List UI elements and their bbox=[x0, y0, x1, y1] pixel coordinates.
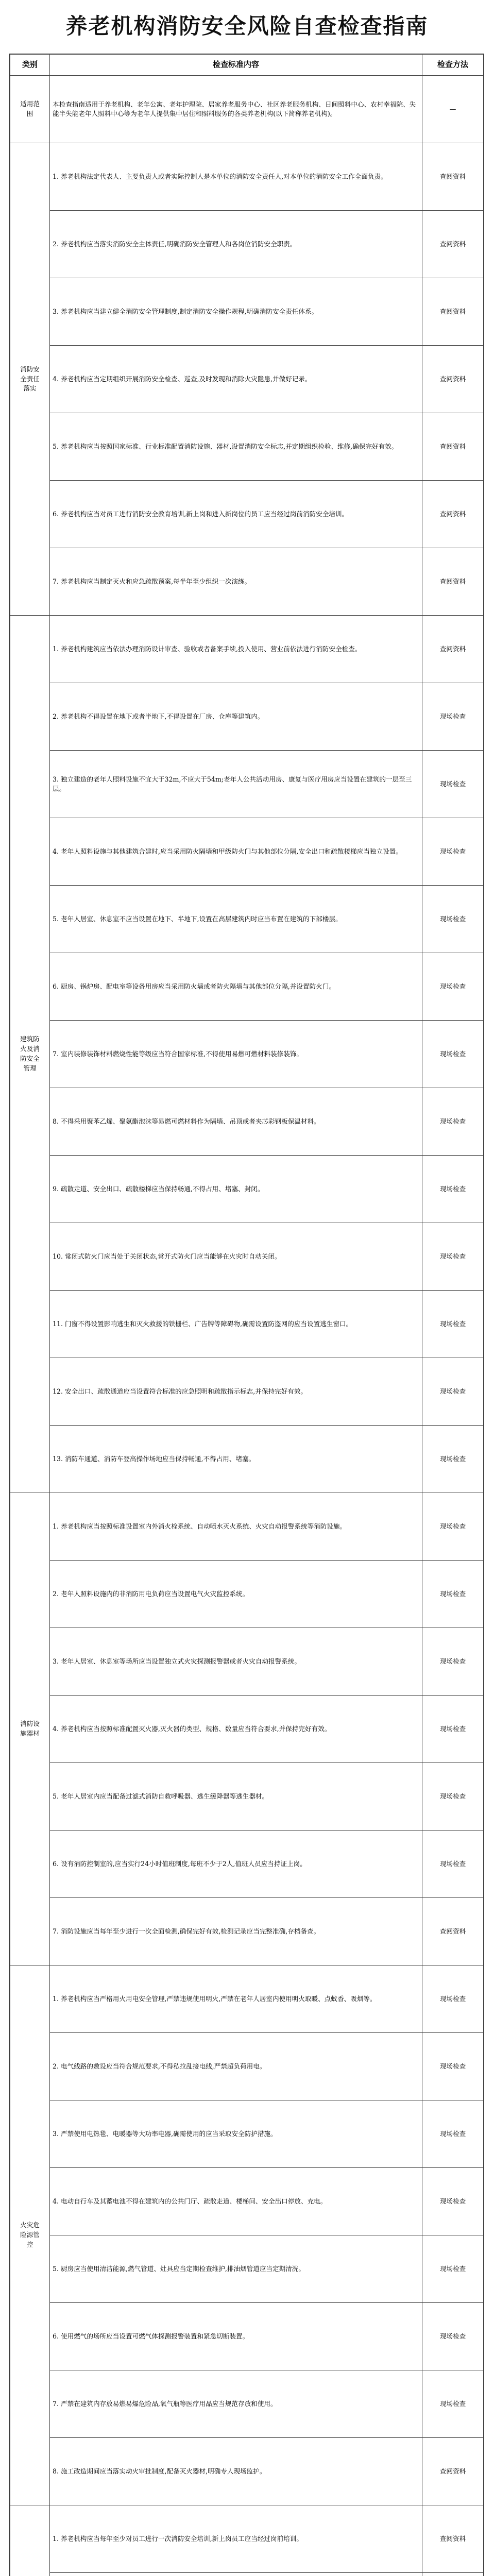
category-cell bbox=[10, 616, 50, 1493]
check-method-text: 现场检查 bbox=[422, 1696, 484, 1763]
check-method-text: 现场检查 bbox=[422, 2303, 484, 2370]
check-method-text: 现场检查 bbox=[422, 886, 484, 953]
check-item-text: 6. 使用燃气的场所应当设置可燃气体探测报警装置和紧急切断装置。 bbox=[50, 2303, 422, 2370]
check-method-text: 现场检查 bbox=[422, 2168, 484, 2235]
check-method-text: 现场检查 bbox=[422, 1965, 484, 2033]
table-row bbox=[10, 278, 484, 346]
check-method-text: — bbox=[422, 76, 484, 143]
check-method-text bbox=[422, 2573, 484, 2576]
check-method-text: 现场检查 bbox=[422, 2370, 484, 2438]
check-item-text: 3. 老年人居室、休息室等场所应当设置独立式火灾探测报警器或者火灾自动报警系统。 bbox=[50, 1628, 422, 1696]
table-row bbox=[10, 2303, 484, 2370]
category-cell bbox=[10, 1965, 50, 2505]
check-method-text: 查阅资料 bbox=[422, 143, 484, 211]
check-item-text: 5. 老年人居室内应当配备过滤式消防自救呼吸器、逃生缓降器等逃生器材。 bbox=[50, 1763, 422, 1831]
check-method-text: 现场检查 bbox=[422, 818, 484, 886]
category-label: 消防设施器材 bbox=[20, 1720, 40, 1737]
table-row bbox=[10, 346, 484, 413]
check-item-text: 5. 厨房应当使用清洁能源,燃气管道、灶具应当定期检查维护,排油烟管道应当定期清洗。 bbox=[50, 2235, 422, 2303]
header-category: 类别 bbox=[10, 55, 50, 76]
check-item-text: 6. 厨房、锅炉房、配电室等设备用房应当采用防火墙或者防火隔墙与其他部位分隔,并设置防火门。 bbox=[50, 953, 422, 1021]
check-item-text: 1. 养老机构法定代表人、主要负责人或者实际控制人是本单位的消防安全责任人,对本单位的消防安全工作全面负责。 bbox=[50, 143, 422, 211]
check-item-text: 7. 室内装修装饰材料燃烧性能等级应当符合国家标准,不得使用易燃可燃材料装修装饰。 bbox=[50, 1021, 422, 1088]
category-cell bbox=[10, 76, 50, 143]
table-row bbox=[10, 413, 484, 481]
table-row bbox=[10, 548, 484, 616]
check-method-text: 现场检查 bbox=[422, 1358, 484, 1426]
check-method-text: 现场检查 bbox=[422, 1426, 484, 1493]
table-row bbox=[10, 1561, 484, 1628]
check-method-text: 查阅资料 bbox=[422, 2438, 484, 2505]
check-method-text: 现场检查 bbox=[422, 1831, 484, 1898]
check-item-text: 12. 安全出口、疏散通道应当设置符合标准的应急照明和疏散指示标志,并保持完好有效。 bbox=[50, 1358, 422, 1426]
check-method-text: 现场检查 bbox=[422, 2235, 484, 2303]
check-item-text: 5. 养老机构应当按照国家标准、行业标准配置消防设施、器材,设置消防安全标志,并定期组织检验、维修,确保完好有效。 bbox=[50, 413, 422, 481]
check-method-text: 查阅资料 bbox=[422, 2505, 484, 2573]
table-row bbox=[10, 2505, 484, 2573]
check-item-text: 1. 养老机构应当按照标准设置室内外消火栓系统、自动喷水灭火系统、火灾自动报警系统等消防设施。 bbox=[50, 1493, 422, 1561]
table-row bbox=[10, 751, 484, 818]
check-method-text: 现场检查 bbox=[422, 1088, 484, 1156]
check-item-text: 8. 不得采用聚苯乙烯、聚氨酯泡沫等易燃可燃材料作为隔墙、吊顶或者夹芯彩钢板保温材料。 bbox=[50, 1088, 422, 1156]
check-method-text: 现场检查 bbox=[422, 1763, 484, 1831]
check-method-text: 查阅资料 bbox=[422, 548, 484, 616]
check-method-text: 查阅资料 bbox=[422, 413, 484, 481]
table-row bbox=[10, 1291, 484, 1358]
check-item-text: 7. 消防设施应当每年至少进行一次全面检测,确保完好有效,检测记录应当完整准确,存档备查。 bbox=[50, 1898, 422, 1965]
check-item-text: 3. 严禁使用电热毯、电暖器等大功率电器,确需使用的应当采取安全防护措施。 bbox=[50, 2100, 422, 2168]
table-row bbox=[10, 2168, 484, 2235]
check-method-text: 查阅资料 bbox=[422, 346, 484, 413]
check-method-text: 查阅资料 bbox=[422, 481, 484, 548]
table-row bbox=[10, 1898, 484, 1965]
check-item-text: 6. 养老机构应当对员工进行消防安全教育培训,新上岗和进入新岗位的员工应当经过岗前消防安全培训。 bbox=[50, 481, 422, 548]
check-method-text: 现场检查 bbox=[422, 1156, 484, 1223]
check-item-text: 2. 养老机构应当落实消防安全主体责任,明确消防安全管理人和各岗位消防安全职责。 bbox=[50, 211, 422, 278]
table-row bbox=[10, 886, 484, 953]
check-method-text: 现场检查 bbox=[422, 1021, 484, 1088]
table-row bbox=[10, 211, 484, 278]
check-item-text: 4. 电动自行车及其蓄电池不得在建筑内的公共门厅、疏散走道、楼梯间、安全出口停放、充电。 bbox=[50, 2168, 422, 2235]
check-method-text: 现场检查 bbox=[422, 1561, 484, 1628]
table-row bbox=[10, 481, 484, 548]
check-method-text: 查阅资料 bbox=[422, 616, 484, 683]
table-row bbox=[10, 2235, 484, 2303]
table-row bbox=[10, 76, 484, 143]
check-item-text: 11. 门窗不得设置影响逃生和灭火救援的铁栅栏、广告牌等障碍物,确需设置防盗网的应当设置逃生窗口。 bbox=[50, 1291, 422, 1358]
check-item-text: 1. 养老机构应当每年至少对员工进行一次消防安全培训,新上岗员工应当经过岗前培训。 bbox=[50, 2505, 422, 2573]
table-row bbox=[10, 2033, 484, 2100]
category-cell bbox=[10, 2505, 50, 2576]
check-item-text: 7. 养老机构应当制定灭火和应急疏散预案,每半年至少组织一次演练。 bbox=[50, 548, 422, 616]
check-method-text: 现场检查 bbox=[422, 1223, 484, 1291]
document-title: 养老机构消防安全风险自查检查指南 bbox=[65, 13, 429, 39]
check-item-text: 4. 老年人照料设施与其他建筑合建时,应当采用防火隔墙和甲级防火门与其他部位分隔,安全出口和疏散楼梯应当独立设置。 bbox=[50, 818, 422, 886]
check-item-text: 9. 疏散走道、安全出口、疏散楼梯应当保持畅通,不得占用、堵塞、封闭。 bbox=[50, 1156, 422, 1223]
check-method-text: 现场检查 bbox=[422, 683, 484, 751]
check-item-text bbox=[50, 2573, 422, 2576]
check-item-text: 13. 消防车通道、消防车登高操作场地应当保持畅通,不得占用、堵塞。 bbox=[50, 1426, 422, 1493]
check-item-text: 6. 设有消防控制室的,应当实行24小时值班制度,每班不少于2人,值班人员应当持证上岗。 bbox=[50, 1831, 422, 1898]
check-item-text: 10. 常闭式防火门应当处于关闭状态,常开式防火门应当能够在火灾时自动关闭。 bbox=[50, 1223, 422, 1291]
guide-sheet bbox=[9, 54, 484, 2576]
table-row bbox=[10, 1831, 484, 1898]
check-item-text: 3. 养老机构应当建立健全消防安全管理制度,制定消防安全操作规程,明确消防安全责任体系。 bbox=[50, 278, 422, 346]
table-row bbox=[10, 2573, 484, 2576]
check-method-text: 查阅资料 bbox=[422, 278, 484, 346]
check-item-text: 2. 养老机构不得设置在地下或者半地下,不得设置在厂房、仓库等建筑内。 bbox=[50, 683, 422, 751]
table-row bbox=[10, 1426, 484, 1493]
table-row bbox=[10, 1088, 484, 1156]
table-row bbox=[10, 616, 484, 683]
table-row bbox=[10, 1156, 484, 1223]
check-item-text: 2. 老年人照料设施内的非消防用电负荷应当设置电气火灾监控系统。 bbox=[50, 1561, 422, 1628]
check-method-text: 现场检查 bbox=[422, 2033, 484, 2100]
table-row bbox=[10, 1493, 484, 1561]
header-method: 检查方法 bbox=[422, 55, 484, 76]
category-cell bbox=[10, 143, 50, 616]
table-header-row bbox=[10, 55, 484, 76]
check-item-text: 5. 老年人居室、休息室不应当设置在地下、半地下,设置在高层建筑内时应当布置在建筑的下部楼层。 bbox=[50, 886, 422, 953]
table-row bbox=[10, 1358, 484, 1426]
header-content: 检查标准内容 bbox=[50, 55, 422, 76]
check-item-text: 7. 严禁在建筑内存放易燃易爆危险品,氧气瓶等医疗用品应当规范存放和使用。 bbox=[50, 2370, 422, 2438]
category-label: 消防安全责任落实 bbox=[20, 365, 40, 393]
check-method-text: 查阅资料 bbox=[422, 211, 484, 278]
check-item-text: 1. 养老机构建筑应当依法办理消防设计审查、验收或者备案手续,投入使用、营业前依法进行消防安全检查。 bbox=[50, 616, 422, 683]
category-cell bbox=[10, 1493, 50, 1965]
check-item-text: 本检查指南适用于养老机构、老年公寓、老年护理院、居家养老服务中心、社区养老服务机构、日间照料中心、农村幸福院、失能半失能老年人照料中心等为老年人提供集中居住和照料服务的各类养老机构(以下简称养老机构)。 bbox=[50, 76, 422, 143]
check-method-text: 现场检查 bbox=[422, 1493, 484, 1561]
table-row bbox=[10, 1965, 484, 2033]
table-row bbox=[10, 683, 484, 751]
check-item-text: 4. 养老机构应当定期组织开展消防安全检查、巡查,及时发现和消除火灾隐患,并做好记录。 bbox=[50, 346, 422, 413]
table-row bbox=[10, 818, 484, 886]
table-row bbox=[10, 2100, 484, 2168]
table-row bbox=[10, 2370, 484, 2438]
check-method-text: 现场检查 bbox=[422, 751, 484, 818]
table-row bbox=[10, 2438, 484, 2505]
guide-table bbox=[10, 54, 484, 2576]
table-row bbox=[10, 1021, 484, 1088]
check-item-text: 4. 养老机构应当按照标准配置灭火器,灭火器的类型、规格、数量应当符合要求,并保持完好有效。 bbox=[50, 1696, 422, 1763]
table-row bbox=[10, 1696, 484, 1763]
check-method-text: 查阅资料 bbox=[422, 1898, 484, 1965]
table-row bbox=[10, 1763, 484, 1831]
table-row bbox=[10, 953, 484, 1021]
category-label: 建筑防火及消防安全管理 bbox=[20, 1035, 40, 1072]
check-method-text: 现场检查 bbox=[422, 953, 484, 1021]
check-item-text: 2. 电气线路的敷设应当符合规范要求,不得私拉乱接电线,严禁超负荷用电。 bbox=[50, 2033, 422, 2100]
check-item-text: 1. 养老机构应当严格用火用电安全管理,严禁违规使用明火,严禁在老年人居室内使用明火取暖、点蚊香、吸烟等。 bbox=[50, 1965, 422, 2033]
table-row bbox=[10, 1628, 484, 1696]
check-item-text: 8. 施工改造期间应当落实动火审批制度,配备灭火器材,明确专人现场监护。 bbox=[50, 2438, 422, 2505]
check-method-text: 现场检查 bbox=[422, 2100, 484, 2168]
check-method-text: 现场检查 bbox=[422, 1291, 484, 1358]
category-label: 适用范围 bbox=[20, 100, 40, 117]
check-item-text: 3. 独立建造的老年人照料设施不宜大于32m,不应大于54m;老年人公共活动用房、康复与医疗用房应当设置在建筑的一层至三层。 bbox=[50, 751, 422, 818]
category-label: 火灾危险源管控 bbox=[20, 2221, 40, 2248]
table-row bbox=[10, 1223, 484, 1291]
check-method-text: 现场检查 bbox=[422, 1628, 484, 1696]
table-row bbox=[10, 143, 484, 211]
